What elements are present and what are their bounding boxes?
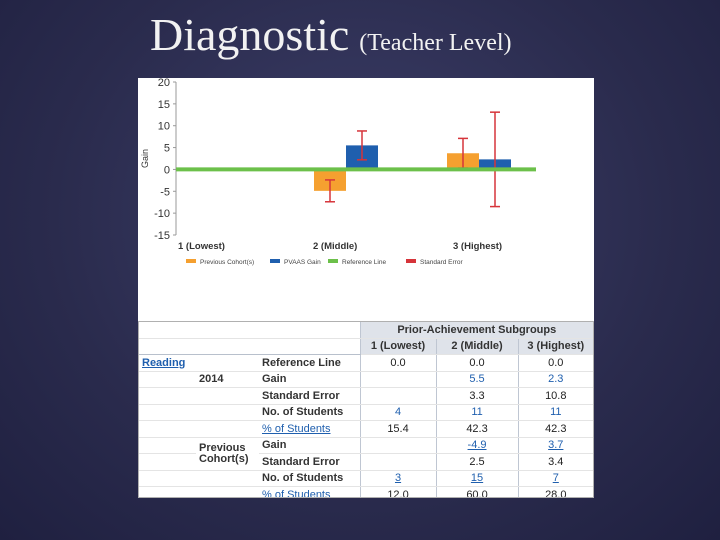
y-tick-label-2: 10 <box>157 120 170 133</box>
table-cell: 60.0 <box>436 487 518 499</box>
table-row <box>139 470 593 487</box>
table-cell: 0.0 <box>518 355 593 372</box>
y-tick-label-4: 0 <box>163 164 170 177</box>
row-label: Gain <box>259 371 360 388</box>
table-row <box>139 388 593 405</box>
table-row <box>139 404 593 421</box>
report-panel <box>138 78 594 498</box>
y-tick-label-0: 20 <box>157 78 170 89</box>
previous-cohort-label: Previous Cohort(s) <box>196 437 259 470</box>
data-table <box>139 322 593 498</box>
table-cell: 28.0 <box>518 487 593 499</box>
row-label: Standard Error <box>259 454 360 471</box>
empty-cell <box>196 388 259 405</box>
table-cell: 5.5 <box>436 371 518 388</box>
year-label: 2014 <box>196 371 259 388</box>
table-cell: 42.3 <box>518 421 593 438</box>
subject-link[interactable]: Reading <box>139 355 196 372</box>
y-tick-label-1: 15 <box>157 98 170 111</box>
col-header-highest: 3 (Highest) <box>518 338 593 355</box>
empty-cell <box>196 470 259 487</box>
table-cell: 4 <box>360 404 436 421</box>
y-tick-label-5: -5 <box>160 186 170 199</box>
table-row <box>139 355 593 372</box>
legend-label-0: Previous Cohort(s) <box>200 259 255 266</box>
category-label-0: 1 (Lowest) <box>178 241 225 252</box>
table-cell: 3.4 <box>518 454 593 471</box>
table-cell <box>360 454 436 471</box>
row-label: Standard Error <box>259 388 360 405</box>
row-label: Gain <box>259 437 360 454</box>
table-cell: 42.3 <box>436 421 518 438</box>
table-cell: 3 <box>360 470 436 487</box>
empty-cell <box>139 454 196 471</box>
empty-cell <box>196 355 259 372</box>
legend-label-2: Reference Line <box>342 259 387 266</box>
table-cell <box>360 437 436 454</box>
table-row <box>139 421 593 438</box>
legend-swatch-3 <box>406 259 416 263</box>
slide-title <box>150 8 512 61</box>
row-label[interactable]: % of Students <box>259 421 360 438</box>
table-cell: -4.9 <box>436 437 518 454</box>
table-cell: 15 <box>436 470 518 487</box>
table-cell: 3.3 <box>436 388 518 405</box>
empty-cell <box>139 487 196 499</box>
table-cell: 7 <box>518 470 593 487</box>
legend-swatch-0 <box>186 259 196 263</box>
table-cell: 11 <box>436 404 518 421</box>
empty-cell <box>196 421 259 438</box>
table-cell: 11 <box>518 404 593 421</box>
data-table-container <box>138 321 594 498</box>
empty-cell <box>139 470 196 487</box>
table-cell: 12.0 <box>360 487 436 499</box>
y-tick-label-7: -15 <box>154 230 170 242</box>
empty-cell <box>139 388 196 405</box>
table-cell: 2.3 <box>518 371 593 388</box>
gain-chart <box>138 78 594 268</box>
table-cell: 10.8 <box>518 388 593 405</box>
legend-label-3: Standard Error <box>420 259 463 266</box>
category-label-2: 3 (Highest) <box>453 241 503 252</box>
category-label-1: 2 (Middle) <box>313 241 358 252</box>
empty-cell <box>139 371 196 388</box>
empty-cell <box>139 437 196 454</box>
y-tick-label-6: -10 <box>154 208 170 221</box>
table-cell <box>360 371 436 388</box>
empty-cell <box>139 404 196 421</box>
table-cell: 15.4 <box>360 421 436 438</box>
col-header-lowest: 1 (Lowest) <box>360 338 436 355</box>
empty-cell <box>196 487 259 499</box>
legend-swatch-1 <box>270 259 280 263</box>
title-sub: (Teacher Level) <box>359 30 512 56</box>
empty-cell <box>196 404 259 421</box>
table-cell: 3.7 <box>518 437 593 454</box>
row-label: Reference Line <box>259 355 360 372</box>
table-row <box>139 437 593 454</box>
table-cell <box>360 388 436 405</box>
title-main: Diagnostic <box>150 9 350 60</box>
row-label: No. of Students <box>259 404 360 421</box>
legend-label-1: PVAAS Gain <box>284 259 321 266</box>
table-cell: 0.0 <box>436 355 518 372</box>
y-tick-label-3: 5 <box>163 142 170 155</box>
table-cell: 2.5 <box>436 454 518 471</box>
legend-swatch-2 <box>328 259 338 263</box>
row-label[interactable]: % of Students <box>259 487 360 499</box>
empty-cell <box>139 421 196 438</box>
table-cell: 0.0 <box>360 355 436 372</box>
table-row <box>139 487 593 499</box>
row-label: No. of Students <box>259 470 360 487</box>
table-row <box>139 371 593 388</box>
subgroups-header: Prior-Achievement Subgroups <box>360 322 593 338</box>
y-axis-title: Gain <box>140 148 150 169</box>
col-header-middle: 2 (Middle) <box>436 338 518 355</box>
